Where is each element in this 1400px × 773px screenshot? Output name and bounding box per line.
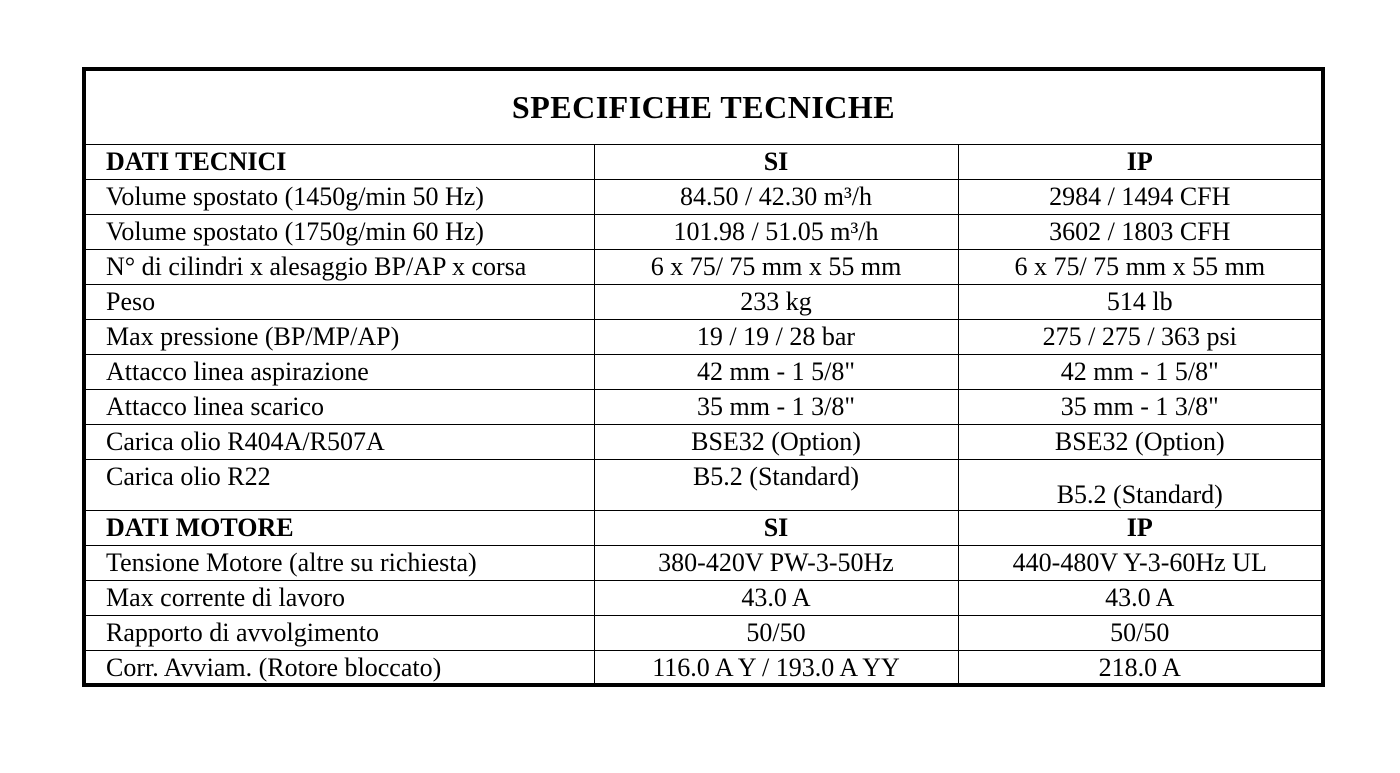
- si-value: 6 x 75/ 75 mm x 55 mm: [594, 250, 958, 285]
- table-row: [86, 616, 1321, 651]
- ip-value: 2984 / 1494 CFH: [958, 180, 1321, 215]
- ip-value: 218.0 A: [958, 651, 1321, 686]
- section-header-label: DATI MOTORE: [86, 511, 594, 546]
- row-label: Carica olio R22: [86, 460, 594, 511]
- row-label: Attacco linea scarico: [86, 390, 594, 425]
- row-label: Max pressione (BP/MP/AP): [86, 320, 594, 355]
- si-value: BSE32 (Option): [594, 425, 958, 460]
- si-value: 19 / 19 / 28 bar: [594, 320, 958, 355]
- table-row: [86, 215, 1321, 250]
- column-header-si: SI: [594, 145, 958, 180]
- spec-table-frame: [82, 67, 1325, 687]
- table-row: [86, 651, 1321, 686]
- section-header-label: DATI TECNICI: [86, 145, 594, 180]
- table-row: [86, 546, 1321, 581]
- ip-value: B5.2 (Standard): [958, 460, 1321, 511]
- table-row: [86, 250, 1321, 285]
- ip-value: BSE32 (Option): [958, 425, 1321, 460]
- si-value: 116.0 A Y / 193.0 A YY: [594, 651, 958, 686]
- section-header-row: [86, 145, 1321, 180]
- section-header-row: [86, 511, 1321, 546]
- table-row: [86, 460, 1321, 511]
- si-value: 42 mm - 1 5/8": [594, 355, 958, 390]
- row-label: Carica olio R404A/R507A: [86, 425, 594, 460]
- row-label: Max corrente di lavoro: [86, 581, 594, 616]
- column-header-ip: IP: [958, 511, 1321, 546]
- row-label: Attacco linea aspirazione: [86, 355, 594, 390]
- si-value: 35 mm - 1 3/8": [594, 390, 958, 425]
- ip-value: 6 x 75/ 75 mm x 55 mm: [958, 250, 1321, 285]
- si-value: 380-420V PW-3-50Hz: [594, 546, 958, 581]
- column-header-si: SI: [594, 511, 958, 546]
- si-value: 84.50 / 42.30 m³/h: [594, 180, 958, 215]
- row-label: Corr. Avviam. (Rotore bloccato): [86, 651, 594, 686]
- si-value: 101.98 / 51.05 m³/h: [594, 215, 958, 250]
- si-value: 50/50: [594, 616, 958, 651]
- ip-value: 514 lb: [958, 285, 1321, 320]
- spec-table: [86, 144, 1321, 685]
- table-title: SPECIFICHE TECNICHE: [511, 89, 896, 125]
- table-row: [86, 390, 1321, 425]
- table-row: [86, 425, 1321, 460]
- table-row: [86, 285, 1321, 320]
- table-row: [86, 581, 1321, 616]
- row-label: N° di cilindri x alesaggio BP/AP x corsa: [86, 250, 594, 285]
- ip-value: 440-480V Y-3-60Hz UL: [958, 546, 1321, 581]
- row-label: Peso: [86, 285, 594, 320]
- ip-value: 42 mm - 1 5/8": [958, 355, 1321, 390]
- row-label: Volume spostato (1450g/min 50 Hz): [86, 180, 594, 215]
- ip-value: 50/50: [958, 616, 1321, 651]
- ip-value: 275 / 275 / 363 psi: [958, 320, 1321, 355]
- row-label: Rapporto di avvolgimento: [86, 616, 594, 651]
- si-value: 233 kg: [594, 285, 958, 320]
- row-label: Volume spostato (1750g/min 60 Hz): [86, 215, 594, 250]
- table-row: [86, 320, 1321, 355]
- ip-value: 35 mm - 1 3/8": [958, 390, 1321, 425]
- table-row: [86, 355, 1321, 390]
- ip-value: 43.0 A: [958, 581, 1321, 616]
- column-header-ip: IP: [958, 145, 1321, 180]
- ip-value: 3602 / 1803 CFH: [958, 215, 1321, 250]
- si-value: B5.2 (Standard): [594, 460, 958, 511]
- table-row: [86, 180, 1321, 215]
- si-value: 43.0 A: [594, 581, 958, 616]
- row-label: Tensione Motore (altre su richiesta): [86, 546, 594, 581]
